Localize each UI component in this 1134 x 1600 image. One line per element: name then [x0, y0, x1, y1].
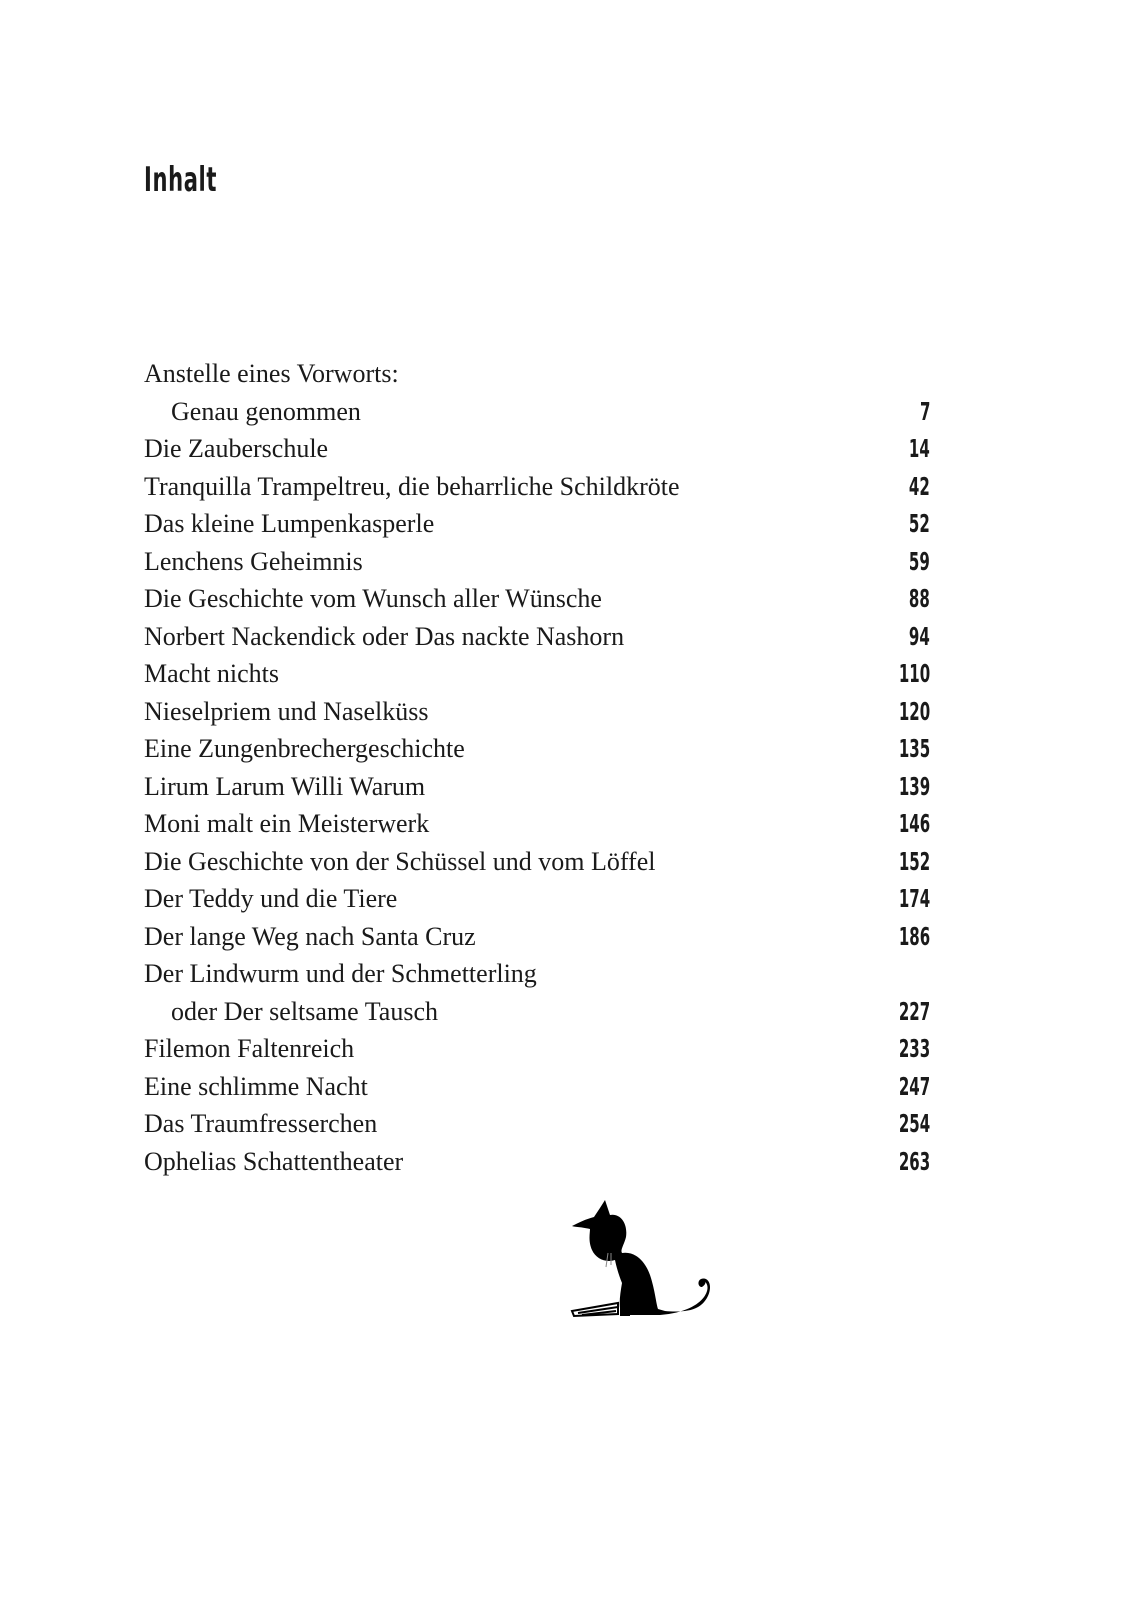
toc-entry-title: Moni malt ein Meisterwerk: [144, 809, 430, 838]
toc-entry: [144, 880, 930, 918]
toc-entry-title: Filemon Faltenreich: [144, 1034, 355, 1063]
toc-entry-page-number: 174: [898, 884, 930, 913]
toc-entry: [144, 505, 930, 543]
toc-entry-title: Lirum Larum Willi Warum: [144, 771, 426, 801]
toc-entry-title: Der Teddy und die Tiere: [144, 884, 398, 913]
toc-entry-title: Das Traumfresserchen: [144, 1109, 378, 1138]
toc-entry-page-number: 254: [898, 1109, 930, 1138]
toc-entry-title: Macht nichts: [144, 659, 280, 688]
toc-entry-title: Eine schlimme Nacht: [144, 1071, 368, 1101]
toc-entry-page-number: 152: [898, 846, 930, 876]
toc-entry-page-number: 233: [898, 1034, 930, 1063]
toc-entry-page-number: 263: [898, 1146, 930, 1176]
toc-entry-page-number: 7: [919, 396, 930, 426]
toc-entry-title: Genau genommen: [171, 396, 361, 426]
table-of-contents: [144, 355, 930, 1180]
toc-entry-title: Das kleine Lumpenkasperle: [144, 509, 435, 538]
toc-entry: [144, 918, 930, 956]
toc-entry-title: Die Geschichte vom Wunsch aller Wünsche: [144, 584, 602, 613]
toc-entry: [144, 618, 930, 656]
toc-entry-page-number: 186: [898, 921, 930, 951]
toc-entry-title: Tranquilla Trampeltreu, die beharrliche Schildkröte: [144, 471, 680, 501]
toc-entry-page-number: 120: [898, 696, 930, 726]
toc-entry: [144, 393, 930, 431]
toc-entry-title: Ophelias Schattentheater: [144, 1146, 404, 1176]
toc-entry: [144, 955, 930, 993]
toc-entry-title: Der lange Weg nach Santa Cruz: [144, 921, 476, 951]
toc-entry: [144, 580, 930, 618]
toc-entry-page-number: 247: [898, 1071, 930, 1101]
toc-entry-page-number: 42: [909, 471, 930, 501]
toc-entry-page-number: 135: [898, 734, 930, 763]
toc-entry: [144, 355, 930, 393]
toc-entry-title: Eine Zungenbrechergeschichte: [144, 734, 465, 763]
toc-entry-page-number: 14: [909, 434, 930, 463]
toc-entry-page-number: 88: [909, 584, 930, 613]
toc-entry: [144, 730, 930, 768]
toc-entry: [144, 805, 930, 843]
toc-entry: [144, 768, 930, 806]
toc-entry-title: Anstelle eines Vorworts:: [144, 359, 399, 388]
toc-entry-title: oder Der seltsame Tausch: [171, 996, 438, 1026]
toc-entry: [144, 1030, 930, 1068]
toc-entry: [144, 693, 930, 731]
toc-entry: [144, 430, 930, 468]
toc-entry: [144, 1068, 930, 1106]
toc-entry-page-number: 139: [898, 771, 930, 801]
toc-entry-title: Der Lindwurm und der Schmetterling: [144, 959, 537, 988]
toc-entry: [144, 993, 930, 1031]
toc-entry-page-number: 110: [898, 659, 930, 688]
toc-entry: [144, 543, 930, 581]
toc-entry: [144, 468, 930, 506]
toc-entry-page-number: 94: [909, 621, 930, 651]
page-title: Inhalt: [144, 160, 218, 200]
toc-entry-page-number: 52: [909, 509, 930, 538]
toc-entry-title: Die Geschichte von der Schüssel und vom Löffel: [144, 846, 656, 876]
toc-entry-page-number: 227: [898, 996, 930, 1026]
toc-entry-page-number: 146: [898, 809, 930, 838]
toc-entry: [144, 655, 930, 693]
toc-entry-title: Norbert Nackendick oder Das nackte Nashorn: [144, 621, 625, 651]
toc-entry: [144, 843, 930, 881]
toc-entry-title: Lenchens Geheimnis: [144, 546, 363, 576]
toc-entry: [144, 1143, 930, 1181]
toc-entry-title: Nieselpriem und Naselküss: [144, 696, 429, 726]
toc-entry-page-number: 59: [909, 546, 930, 576]
toc-entry-title: Die Zauberschule: [144, 434, 329, 463]
toc-entry: [144, 1105, 930, 1143]
cat-reading-book-illustration: [560, 1195, 730, 1325]
